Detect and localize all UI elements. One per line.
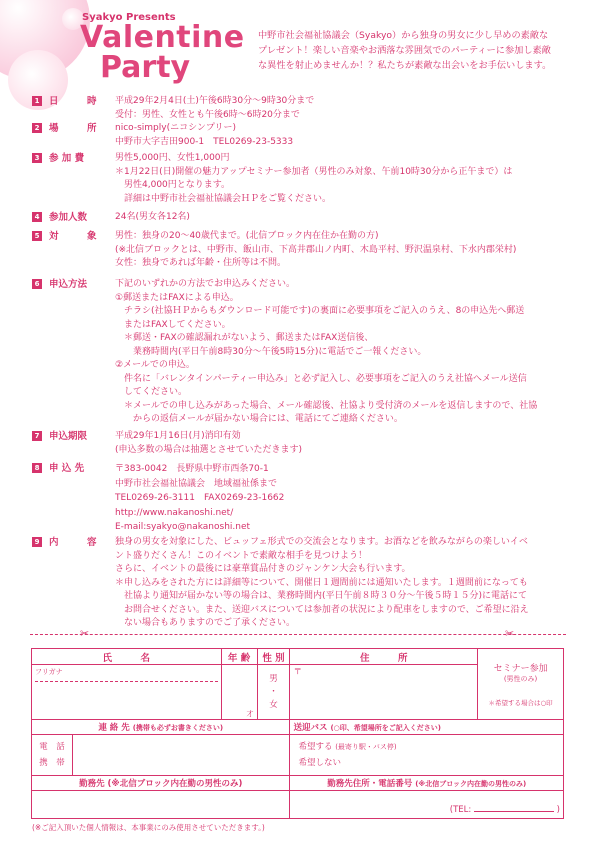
age-field[interactable]: [221, 665, 257, 720]
intro-line: な異性を射止めませんか！？私たちが素敵な出会いをお手伝いします。: [258, 60, 552, 71]
intro-text: [258, 28, 578, 73]
section-body: [115, 122, 595, 149]
section-number: 7: [32, 431, 42, 441]
workplace-subtitle: (※北信ブロック内在勤の男性のみ): [107, 779, 243, 789]
bus-header: [290, 720, 564, 735]
section-body: [115, 152, 595, 206]
section-line: 男性4,000円となります。: [115, 180, 231, 190]
section-body: [115, 278, 595, 427]
bus-option-yes-sub: (最寄り駅・バス停): [335, 743, 397, 751]
gender-field[interactable]: [257, 665, 290, 720]
tel-open: (TEL:: [449, 805, 472, 815]
section-number: 8: [32, 463, 42, 473]
seminar-title: セミナー参加: [493, 664, 548, 674]
section-label: 参 加 費: [49, 153, 85, 164]
privacy-note: (※ご記入頂いた個人情報は、本事業にのみ使用させていただきます。): [32, 823, 265, 832]
section-label: 参加人数: [49, 212, 88, 223]
section-line: nico-simply(ニコシンプリー): [115, 123, 237, 133]
workplace-address-subtitle: (※北信ブロック内在勤の男性のみ): [415, 780, 527, 788]
section-label: 場 所: [49, 123, 97, 134]
section-label: 日 時: [49, 96, 97, 107]
gender-female: 女: [269, 699, 278, 710]
phone-label: 電 話: [39, 742, 65, 752]
section-body: [115, 536, 595, 631]
intro-line: プレゼント！楽しい音楽やお洒落な雰囲気でのパーティーに参加し素敵: [258, 45, 551, 56]
workplace-address-title: 勤務先住所・電話番号: [327, 779, 413, 789]
section-line: 業務時間内(平日午前8時30分～午後5時15分)に電話でご一報ください。: [115, 346, 427, 357]
scissors-icon: ✂: [505, 627, 515, 640]
section-line: (申込多数の場合は抽選とさせていただきます): [115, 444, 303, 455]
section-line: 社協より通知が届かない等の場合は、業務時間内(平日午前８時３０分～午後５時１５分)に電話にて: [115, 591, 528, 601]
workplace-title: 勤務先: [79, 779, 105, 789]
section-line: さらに、イベントの最後には豪華賞品付きのジャンケン大会も行います。: [115, 564, 411, 574]
event-title-line2: Party: [100, 50, 191, 85]
section-line: 平成29年2月4日(土)午後6時30分～9時30分まで: [115, 96, 315, 106]
section-number: 9: [32, 537, 42, 547]
section-line: お問合せください。また、送迎バスについては参加者の状況により配車をしますので、ご希望に沿え: [115, 604, 529, 615]
section-body: [115, 95, 595, 122]
gender-separator: ・: [269, 686, 278, 697]
section-number: 5: [32, 231, 42, 241]
contact-input[interactable]: [73, 735, 289, 775]
intro-line: 中野市社会福祉協議会（Syakyo）から独身の男女に少し早めの素敵な: [258, 30, 549, 41]
bus-option-yes[interactable]: 希望する: [298, 742, 333, 752]
bus-options[interactable]: [290, 735, 564, 776]
application-form: [31, 648, 564, 819]
contact-labels: [32, 735, 73, 775]
workplace-address-header: [290, 776, 564, 791]
section-line: 24名(男女各12名): [115, 212, 190, 222]
section-line: 中野市社会福祉協議会 地域福祉係まで: [115, 478, 278, 489]
seminar-subtitle: (男性のみ): [503, 675, 538, 683]
section-line: 中野市大字吉田900-1 TEL0269-23-5333: [115, 136, 294, 147]
section-line: TEL0269-26-3111 FAX0269-23-1662: [115, 493, 285, 503]
section-body: [115, 230, 595, 271]
section-line: 詳細は中野市社会福祉協議会ＨＰをご覧ください。: [115, 193, 332, 204]
section-label: 対 象: [49, 231, 97, 242]
section-line: 下記のいずれかの方法でお申込みください。: [115, 279, 296, 289]
workplace-header: [32, 776, 290, 791]
bus-title: 送迎バス: [293, 723, 328, 733]
contact-subtitle: (携帯も必ずお書きください): [132, 724, 224, 732]
section-line: 女性：独身であれば年齢・住所等は不問。: [115, 258, 287, 268]
tel-close: ): [556, 805, 560, 815]
seminar-note: ＊希望する場合は○印: [488, 699, 553, 707]
section-line: ント盛りだくさん！このイベントで素敵な相手を見つけよう！: [115, 550, 368, 561]
gender-male: 男: [269, 673, 278, 684]
tel-input[interactable]: [474, 811, 554, 812]
section-line: チラシ(社協ＨＰからもダウンロード可能です)の裏面に必要事項をご記入のうえ、8の申込先へ郵送: [115, 306, 525, 316]
contact-field[interactable]: [32, 735, 290, 776]
section-number: 3: [32, 153, 42, 163]
section-label: 申込期限: [49, 431, 88, 442]
address-field[interactable]: [290, 665, 478, 720]
section-line: 独身の男女を対象にした、ビュッフェ形式での交流会となります。お酒などを飲みながらの楽しいイベ: [115, 537, 528, 547]
header-presents: Syakyo Presents: [82, 12, 176, 23]
section-line: 男性：独身の20～40歳代まで。(北信ブロック内在住か在勤の方): [115, 231, 379, 241]
furigana-label: フリガナ: [35, 665, 218, 682]
contact-header: [32, 720, 290, 735]
website-link[interactable]: http://www.nakanoshi.net/: [115, 507, 234, 518]
section-line: ②メールでの申込。: [115, 360, 195, 370]
section-line: ＊郵送・FAXの確認漏れがないよう、郵送またはFAX送信後、: [115, 333, 374, 343]
section-number: 6: [32, 279, 42, 289]
section-line: 〒383-0042 長野県中野市西条70-1: [115, 464, 269, 474]
age-unit: 才: [246, 710, 254, 718]
workplace-address-field[interactable]: [290, 791, 564, 819]
section-label: 申込方法: [49, 279, 88, 290]
section-line: 男性5,000円、女性1,000円: [115, 153, 230, 163]
event-title-line1: Valentine: [80, 20, 245, 55]
section-line: してください。: [115, 387, 188, 397]
section-line: からの返信メールが届かない場合には、電話にてご連絡ください。: [115, 414, 403, 424]
section-number: 1: [32, 96, 42, 106]
gender-header: 性 別: [257, 649, 290, 665]
section-line: ＊申し込みをされた方には詳細等について、開催日１週間前には通知いたします。１週間前になっても: [115, 577, 528, 588]
section-line: 平成29年1月16日(月)消印有効: [115, 431, 241, 441]
age-header: 年 齢: [221, 649, 257, 665]
section-line: ＊1月22日(日)開催の魅力アップセミナー参加者（男性のみ対象、午前10時30分から正午まで）は: [115, 166, 513, 177]
section-body: [115, 462, 595, 535]
section-body: [115, 211, 595, 225]
contact-title: 連 絡 先: [98, 723, 130, 733]
address-header: 住 所: [290, 649, 478, 665]
section-line: またはFAXしてください。: [115, 319, 231, 330]
workplace-field[interactable]: [32, 791, 290, 819]
bus-subtitle: (○印、希望場所をご記入ください): [330, 724, 441, 732]
section-label: 内 容: [49, 537, 97, 548]
seminar-cell[interactable]: [478, 649, 564, 720]
section-line: ない場合もありますのでご了承ください。: [115, 618, 296, 628]
bus-option-no[interactable]: 希望しない: [298, 758, 341, 768]
section-line: (※北信ブロックとは、中野市、飯山市、下高井郡山ノ内町、木島平村、野沢温泉村、下水内郡栄村): [115, 244, 517, 255]
email-link[interactable]: E-mail:syakyo@nakanoshi.net: [115, 522, 251, 532]
name-field[interactable]: [32, 665, 222, 720]
section-label: 申 込 先: [49, 463, 85, 474]
section-line: ①郵送またはFAXによる申込。: [115, 292, 239, 303]
section-number: 4: [32, 212, 42, 222]
section-line: ＊メールでの申し込みがあった場合、メール確認後、社協より受付済のメールを返信しますので、社協: [115, 400, 538, 411]
name-header: 氏 名: [32, 649, 222, 665]
section-number: 2: [32, 123, 42, 133]
section-body: [115, 430, 595, 457]
scissors-icon: ✂: [80, 627, 90, 640]
postal-mark: 〒: [293, 667, 302, 677]
section-line: 件名に「バレンタインパーティー申込み」と必ず記入し、必要事項をご記入のうえ社協へメール送信: [115, 373, 527, 384]
section-line: 受付：男性、女性とも午後6時～6時20分まで: [115, 109, 300, 120]
cut-line: [30, 634, 566, 635]
mobile-label: 携 帯: [39, 758, 65, 768]
